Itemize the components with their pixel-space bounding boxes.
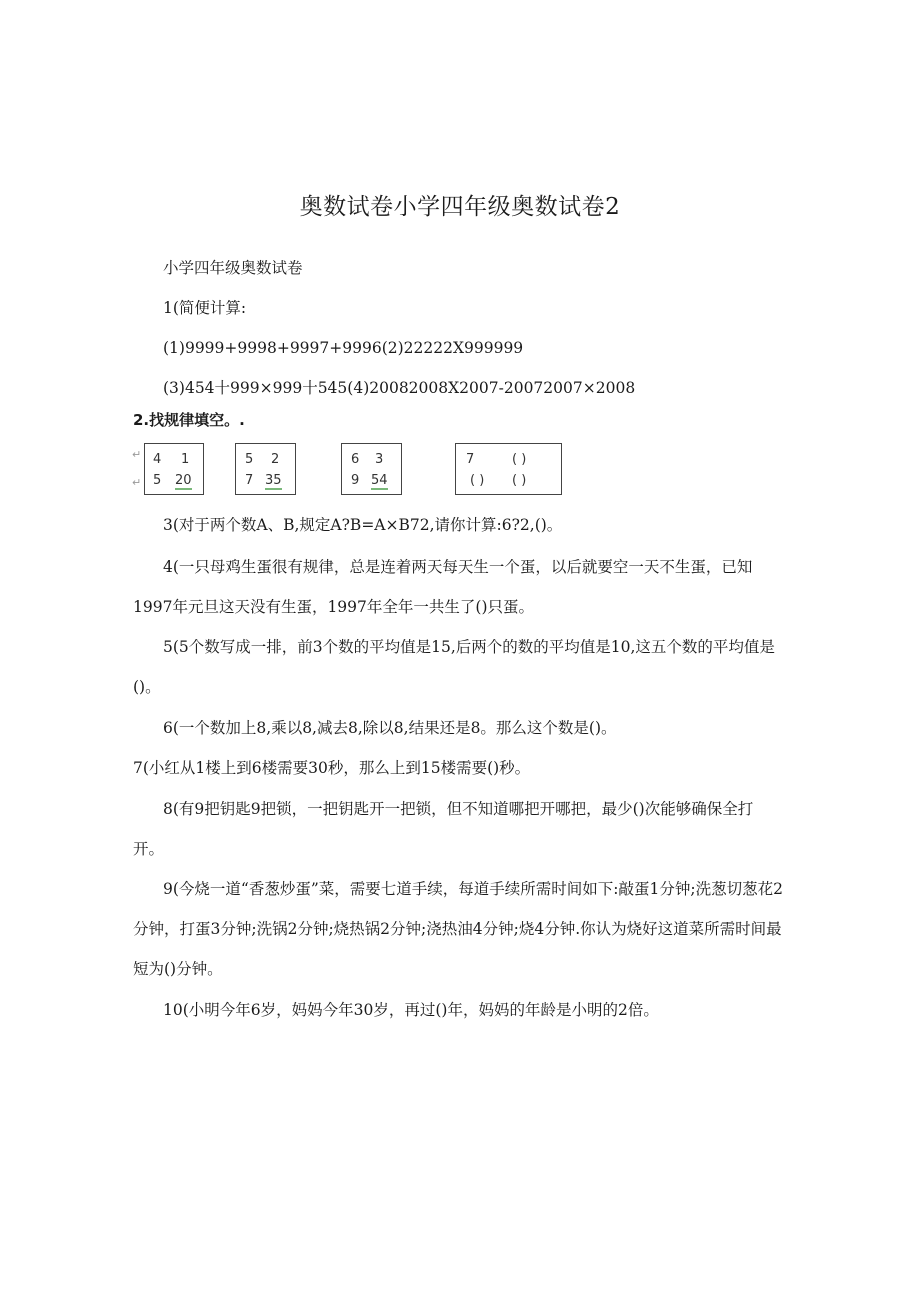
return-mark: ↵ — [132, 476, 142, 489]
pattern-box-2 — [235, 443, 296, 495]
question-7: 7(小红从1楼上到6楼需要30秒，那么上到15楼需要()秒。 — [133, 759, 531, 777]
pattern-box-4 — [455, 443, 562, 495]
subtitle: 小学四年级奥数试卷 — [163, 259, 303, 277]
box-bottom-left: 9 — [351, 473, 360, 488]
pattern-box-1 — [144, 443, 204, 495]
box-bottom-right: ( ) — [512, 473, 527, 488]
box-bottom-left: 7 — [245, 473, 254, 488]
question-4: 4(一只母鸡生蛋很有规律，总是连着两天每天生一个蛋，以后就要空一天不生蛋，已知1997年元旦这天没有生蛋，1997年全年一共生了()只蛋。 — [133, 558, 753, 616]
box-bottom-right: 54 — [371, 473, 388, 488]
box-top-left: 6 — [351, 452, 360, 467]
question-8: 8(有9把钥匙9把锁，一把钥匙开一把锁，但不知道哪把开哪把，最少()次能够确保全打开。 — [133, 800, 754, 858]
box-top-right: ( ) — [512, 452, 527, 467]
return-mark: ↵ — [132, 448, 142, 461]
box-bottom-right: 20 — [175, 473, 192, 488]
pattern-box-3 — [341, 443, 402, 495]
box-top-right: 1 — [181, 452, 190, 467]
box-bottom-left: 5 — [153, 473, 162, 488]
box-top-left: 4 — [153, 452, 162, 467]
page-title: 奥数试卷小学四年级奥数试卷2 — [299, 194, 621, 220]
question-5: 5(5个数写成一排，前3个数的平均值是15,后两个的数的平均值是10,这五个数的平均值是()。 — [133, 638, 775, 696]
box-top-left: 7 — [466, 452, 475, 467]
box-bottom-right: 35 — [265, 473, 282, 488]
question-1-label: 1(简便计算: — [163, 299, 247, 317]
box-top-right: 2 — [271, 452, 280, 467]
question-1-line-2: (3)454十999×999十545(4)20082008X2007-20072007×2008 — [163, 379, 636, 397]
question-10: 10(小明今年6岁，妈妈今年30岁，再过()年，妈妈的年龄是小明的2倍。 — [163, 1001, 659, 1019]
box-top-left: 5 — [245, 452, 254, 467]
question-3: 3(对于两个数A、B,规定A?B=A×B72,请你计算:6?2,()。 — [163, 516, 563, 534]
box-top-right: 3 — [375, 452, 384, 467]
question-6: 6(一个数加上8,乘以8,减去8,除以8,结果还是8。那么这个数是()。 — [163, 719, 617, 737]
question-1-line-1: (1)9999+9998+9997+9996(2)22222X999999 — [163, 339, 524, 357]
question-9: 9(今烧一道“香葱炒蛋”菜，需要七道手续，每道手续所需时间如下:敲蛋1分钟;洗葱切葱花2分钟，打蛋3分钟;洗锅2分钟;烧热锅2分钟;浇热油4分钟;烧4分钟.你认为烧好这道菜所需时间最短为()分钟。 — [133, 880, 783, 978]
box-bottom-left: ( ) — [470, 473, 485, 488]
question-2-label: 2.找规律填空。. — [133, 411, 245, 429]
